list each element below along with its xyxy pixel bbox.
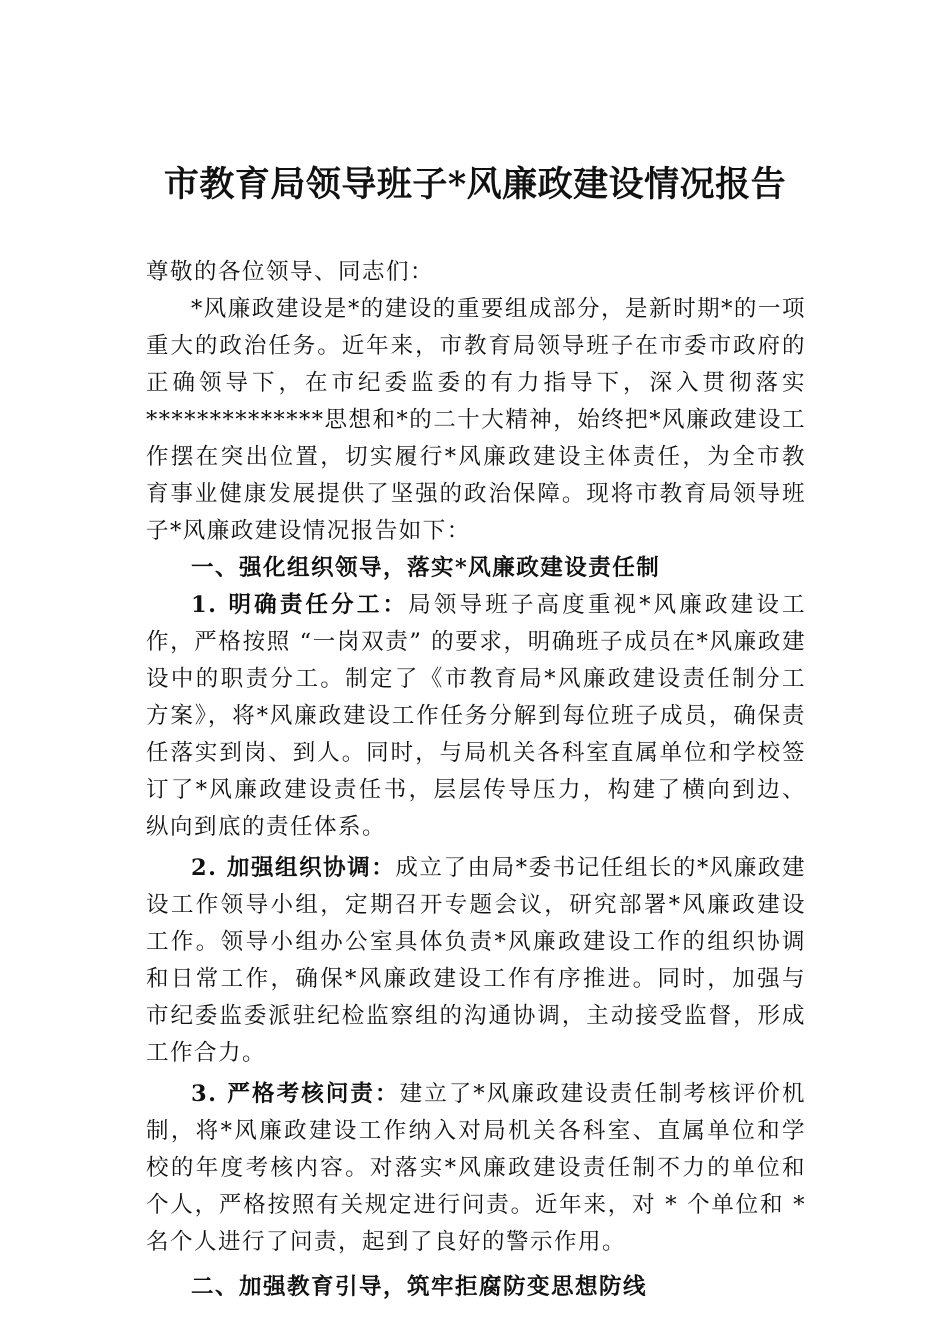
section-2-heading: 二、加强教育引导，筑牢拒腐防变思想防线 [191, 1274, 648, 1300]
section-1-item-1 [146, 587, 806, 846]
item-1-text: 局领导班子高度重视*风廉政建设工作，严格按照 “一岗双责” 的要求，明确班子成员在*风廉政建设中的职责分工。制定了《市教育局*风廉政建设责任制分工方案》，将*风廉政建设工作任务分解到每位班子成员，确保责任落实到岗、到人。同时，与局机关各科室直属单位和学校签订了*风廉政建设责任书，层层传导压力，构建了横向到边、纵向到底的责任体系。 [146, 592, 806, 840]
document-title: 市教育局领导班子*风廉政建设情况报告 [163, 164, 787, 205]
section-1-item-2 [146, 850, 806, 1072]
item-2-text: 成立了由局*委书记任组长的*风廉政建设工作领导小组，定期召开专题会议，研究部署*风廉政建设工作。领导小组办公室具体负责*风廉政建设工作的组织协调和日常工作，确保*风廉政建设工作有序推进。同时，加强与市纪委监委派驻纪检监察组的沟通协调，主动接受监督，形成工作合力。 [146, 855, 806, 1066]
section-1-heading: 一、强化组织领导，落实*风廉政建设责任制 [191, 555, 661, 581]
item-1-label: 1. 明确责任分工： [191, 592, 409, 618]
item-3-label: 3. 严格考核问责： [191, 1081, 400, 1107]
section-1-item-3 [146, 1076, 806, 1261]
item-3-text: 建立了*风廉政建设责任制考核评价机制，将*风廉政建设工作纳入对局机关各科室、直属单位和学校的年度考核内容。对落实*风廉政建设责任制不力的单位和个人，严格按照有关规定进行问责。近年来，对 * 个单位和 * 名个人进行了问责，起到了良好的警示作用。 [146, 1081, 806, 1255]
intro-paragraph: *风廉政建设是*的建设的重要组成部分，是新时期*的一项重大的政治任务。近年来，市教育局领导班子在市委市政府的正确领导下，在市纪委监委的有力指导下，深入贯彻落实**************思想和*的二十大精神，始终把*风廉政建设工作摆在突出位置，切实履行*风廉政建设主体责任，为全市教育事业健康发展提供了坚强的政治保障。现将市教育局领导班子*风廉政建设情况报告如下： [146, 296, 807, 544]
item-2-label: 2. 加强组织协调： [191, 855, 396, 881]
document-body [146, 254, 806, 1306]
salutation: 尊敬的各位领导、同志们： [146, 259, 435, 285]
